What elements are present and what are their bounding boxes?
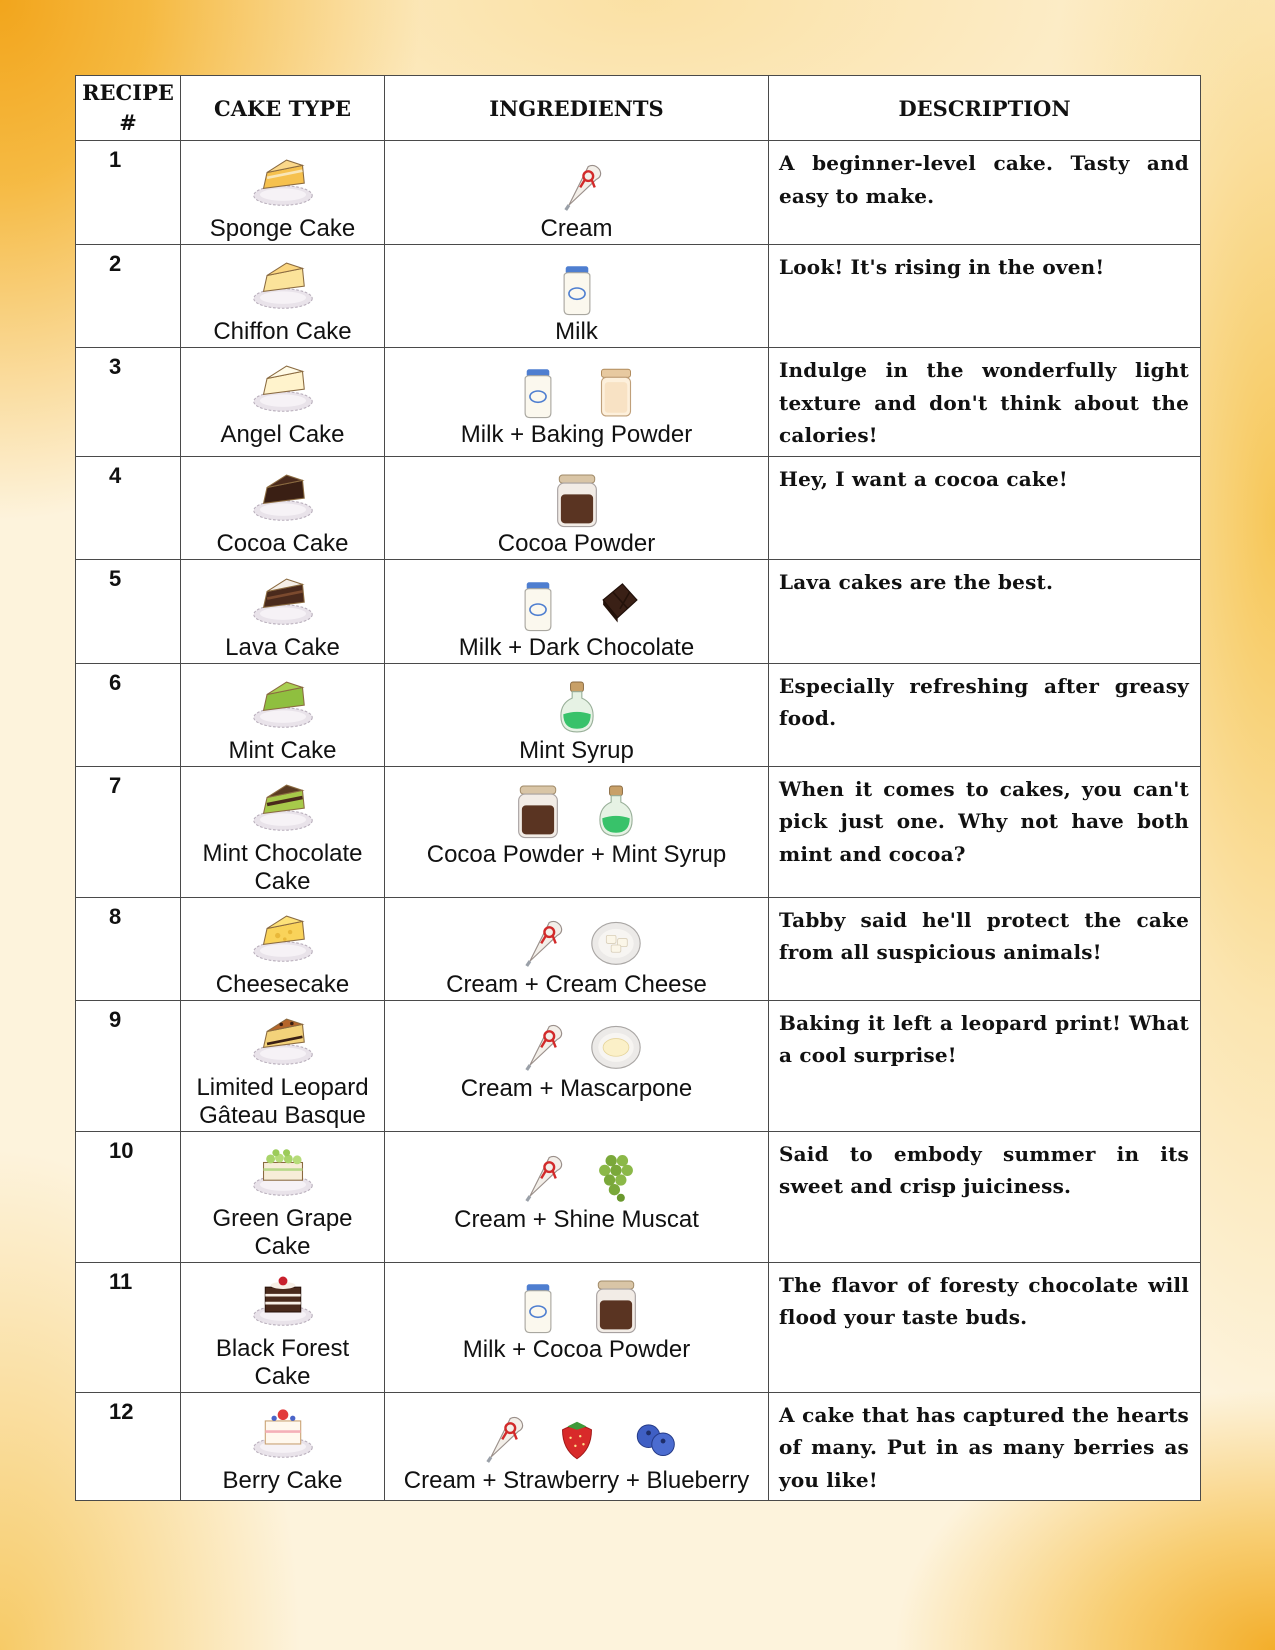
cake-name: [196, 840, 368, 897]
recipe-number: 3: [76, 348, 181, 457]
ingredients-text: Cocoa Powder: [497, 529, 656, 557]
cake-name: [207, 318, 357, 347]
cake-type-cell: [181, 141, 385, 245]
cake-name: [222, 737, 342, 766]
cake-name-line: Cake: [254, 1232, 311, 1260]
milk-bottle-icon: [548, 258, 606, 318]
cream-piping-bag-icon: [548, 155, 606, 215]
ingredients-cell: [385, 663, 769, 766]
mint-syrup-bottle-icon: [587, 781, 645, 841]
ingredients-text: Cream + Cream Cheese: [446, 970, 707, 998]
recipe-number: 4: [76, 456, 181, 559]
sponge-cake-icon: [247, 153, 319, 215]
lava-cake-icon: [247, 572, 319, 634]
description-text: A cake that has captured the hearts of many. Put in as many berries as you like!: [769, 1392, 1201, 1501]
blueberry-icon: [626, 1407, 684, 1467]
ingredients-text: Cream + Mascarpone: [460, 1074, 693, 1102]
ingredients-text: Cream: [540, 215, 613, 242]
description-text: Indulge in the wonderfully light texture and don't think about the calories!: [769, 348, 1201, 457]
ingredients-cell: [385, 456, 769, 559]
recipe-row: [76, 245, 1201, 348]
cake-name-line: Mint Cake: [228, 736, 337, 764]
dark-chocolate-icon: [587, 574, 645, 634]
cake-name: [219, 634, 346, 663]
recipe-number: 1: [76, 141, 181, 245]
recipe-row: [76, 1000, 1201, 1131]
recipe-number: 8: [76, 897, 181, 1000]
cake-name-line: Angel Cake: [220, 421, 345, 448]
ingredients-text: Mint Syrup: [519, 736, 634, 764]
recipe-number: 12: [76, 1392, 181, 1501]
cake-name-line: Cheesecake: [215, 970, 350, 998]
cream-piping-bag-icon: [470, 1407, 528, 1467]
ingredients-text: Cream + Strawberry + Blueberry: [403, 1466, 750, 1494]
recipe-number: 6: [76, 663, 181, 766]
ingredients-cell: [385, 1262, 769, 1392]
ingredients-cell: [385, 1392, 769, 1501]
cake-name-line: Sponge Cake: [209, 215, 356, 242]
cake-name-line: Berry Cake: [222, 1466, 343, 1494]
ingredients-cell: [385, 348, 769, 457]
ingredients-cell: [385, 141, 769, 245]
ingredients-text: Milk + Dark Chocolate: [458, 633, 695, 661]
ingredients-cell: [385, 1131, 769, 1262]
ingredients-text: Cream + Shine Muscat: [454, 1205, 699, 1233]
mint-syrup-bottle-icon: [548, 677, 606, 737]
mint-cake-icon: [247, 675, 319, 737]
recipe-number: 9: [76, 1000, 181, 1131]
ingredients-cell: [385, 559, 769, 663]
header-cake-type: CAKE TYPE: [181, 76, 385, 141]
cream-cheese-plate-icon: [587, 911, 645, 971]
shine-muscat-grapes-icon: [587, 1146, 645, 1206]
ingredients-cell: [385, 766, 769, 897]
cake-type-cell: [181, 559, 385, 663]
cake-name-line: Limited Leopard: [196, 1073, 369, 1101]
description-text: Lava cakes are the best.: [769, 559, 1201, 663]
recipe-row: [76, 456, 1201, 559]
cake-type-cell: [181, 1392, 385, 1501]
cake-name: [204, 215, 361, 244]
description-text: When it comes to cakes, you can't pick just one. Why not have both mint and cocoa?: [769, 766, 1201, 897]
ingredients-text: Milk: [555, 318, 598, 345]
ingredients-cell: [385, 1000, 769, 1131]
recipe-row: [76, 1262, 1201, 1392]
cake-type-cell: [181, 1262, 385, 1392]
cake-name: [216, 1467, 348, 1496]
cake-name-line: Green Grape: [212, 1204, 353, 1232]
cake-type-cell: [181, 1000, 385, 1131]
green-grape-cake-icon: [247, 1143, 319, 1205]
cake-type-cell: [181, 245, 385, 348]
baking-powder-jar-icon: [587, 361, 645, 421]
milk-bottle-icon: [509, 574, 567, 634]
chiffon-cake-icon: [247, 256, 319, 318]
header-recipe-number: RECIPE #: [76, 76, 181, 141]
recipe-row: [76, 897, 1201, 1000]
ingredients-text: Milk + Cocoa Powder: [462, 1335, 691, 1363]
angel-cake-icon: [247, 359, 319, 421]
berry-cake-icon: [247, 1405, 319, 1467]
ingredients-text: Milk + Baking Powder: [460, 421, 693, 448]
cake-name: [210, 971, 355, 1000]
ingredients-text: Cocoa Powder + Mint Syrup: [426, 840, 727, 868]
cake-name-line: Lava Cake: [225, 633, 340, 661]
cake-type-cell: [181, 766, 385, 897]
cake-name-line: Cocoa Cake: [216, 529, 349, 557]
cake-type-cell: [181, 897, 385, 1000]
cake-name-line: Cake: [254, 1362, 311, 1390]
milk-bottle-icon: [509, 361, 567, 421]
cake-name: [214, 421, 350, 450]
cheesecake-icon: [247, 909, 319, 971]
recipe-row: [76, 348, 1201, 457]
cake-name-line: Cake: [254, 867, 311, 895]
description-text: Tabby said he'll protect the cake from all suspicious animals!: [769, 897, 1201, 1000]
black-forest-cake-icon: [247, 1273, 319, 1335]
cake-name: [210, 530, 354, 559]
mascarpone-bowl-icon: [587, 1015, 645, 1075]
milk-bottle-icon: [509, 1276, 567, 1336]
cake-type-cell: [181, 663, 385, 766]
description-text: Hey, I want a cocoa cake!: [769, 456, 1201, 559]
cocoa-powder-jar-icon: [509, 781, 567, 841]
description-text: Especially refreshing after greasy food.: [769, 663, 1201, 766]
cream-piping-bag-icon: [509, 911, 567, 971]
recipe-row: [76, 766, 1201, 897]
header-row: [76, 76, 1201, 141]
cream-piping-bag-icon: [509, 1146, 567, 1206]
leopard-gateau-icon: [247, 1012, 319, 1074]
cocoa-powder-jar-icon: [587, 1276, 645, 1336]
description-text: Said to embody summer in its sweet and crisp juiciness.: [769, 1131, 1201, 1262]
recipe-number: 5: [76, 559, 181, 663]
cocoa-powder-jar-icon: [548, 470, 606, 530]
ingredients-cell: [385, 245, 769, 348]
header-description: DESCRIPTION: [769, 76, 1201, 141]
recipe-number: 10: [76, 1131, 181, 1262]
description-text: A beginner-level cake. Tasty and easy to make.: [769, 141, 1201, 245]
recipe-row: [76, 141, 1201, 245]
recipe-table: [75, 75, 1201, 1501]
recipe-row: [76, 559, 1201, 663]
cocoa-cake-icon: [247, 468, 319, 530]
recipe-row: [76, 1392, 1201, 1501]
description-text: Look! It's rising in the oven!: [769, 245, 1201, 348]
cake-type-cell: [181, 456, 385, 559]
cake-name-line: Mint Chocolate: [202, 839, 363, 867]
cake-name: [206, 1205, 358, 1262]
cream-piping-bag-icon: [509, 1015, 567, 1075]
cake-type-cell: [181, 348, 385, 457]
ingredients-cell: [385, 897, 769, 1000]
recipe-number: 11: [76, 1262, 181, 1392]
strawberry-icon: [548, 1407, 606, 1467]
cake-name-line: Black Forest: [215, 1334, 350, 1362]
description-text: The flavor of foresty chocolate will flood your taste buds.: [769, 1262, 1201, 1392]
recipe-number: 2: [76, 245, 181, 348]
cake-name-line: Chiffon Cake: [213, 318, 352, 345]
cake-name: [190, 1074, 374, 1131]
description-text: Baking it left a leopard print! What a cool surprise!: [769, 1000, 1201, 1131]
cake-type-cell: [181, 1131, 385, 1262]
cake-name-line: Gâteau Basque: [199, 1101, 366, 1129]
header-ingredients: INGREDIENTS: [385, 76, 769, 141]
recipe-row: [76, 663, 1201, 766]
recipe-number: 7: [76, 766, 181, 897]
mint-chocolate-cake-icon: [247, 778, 319, 840]
cake-name: [210, 1335, 355, 1392]
recipe-row: [76, 1131, 1201, 1262]
